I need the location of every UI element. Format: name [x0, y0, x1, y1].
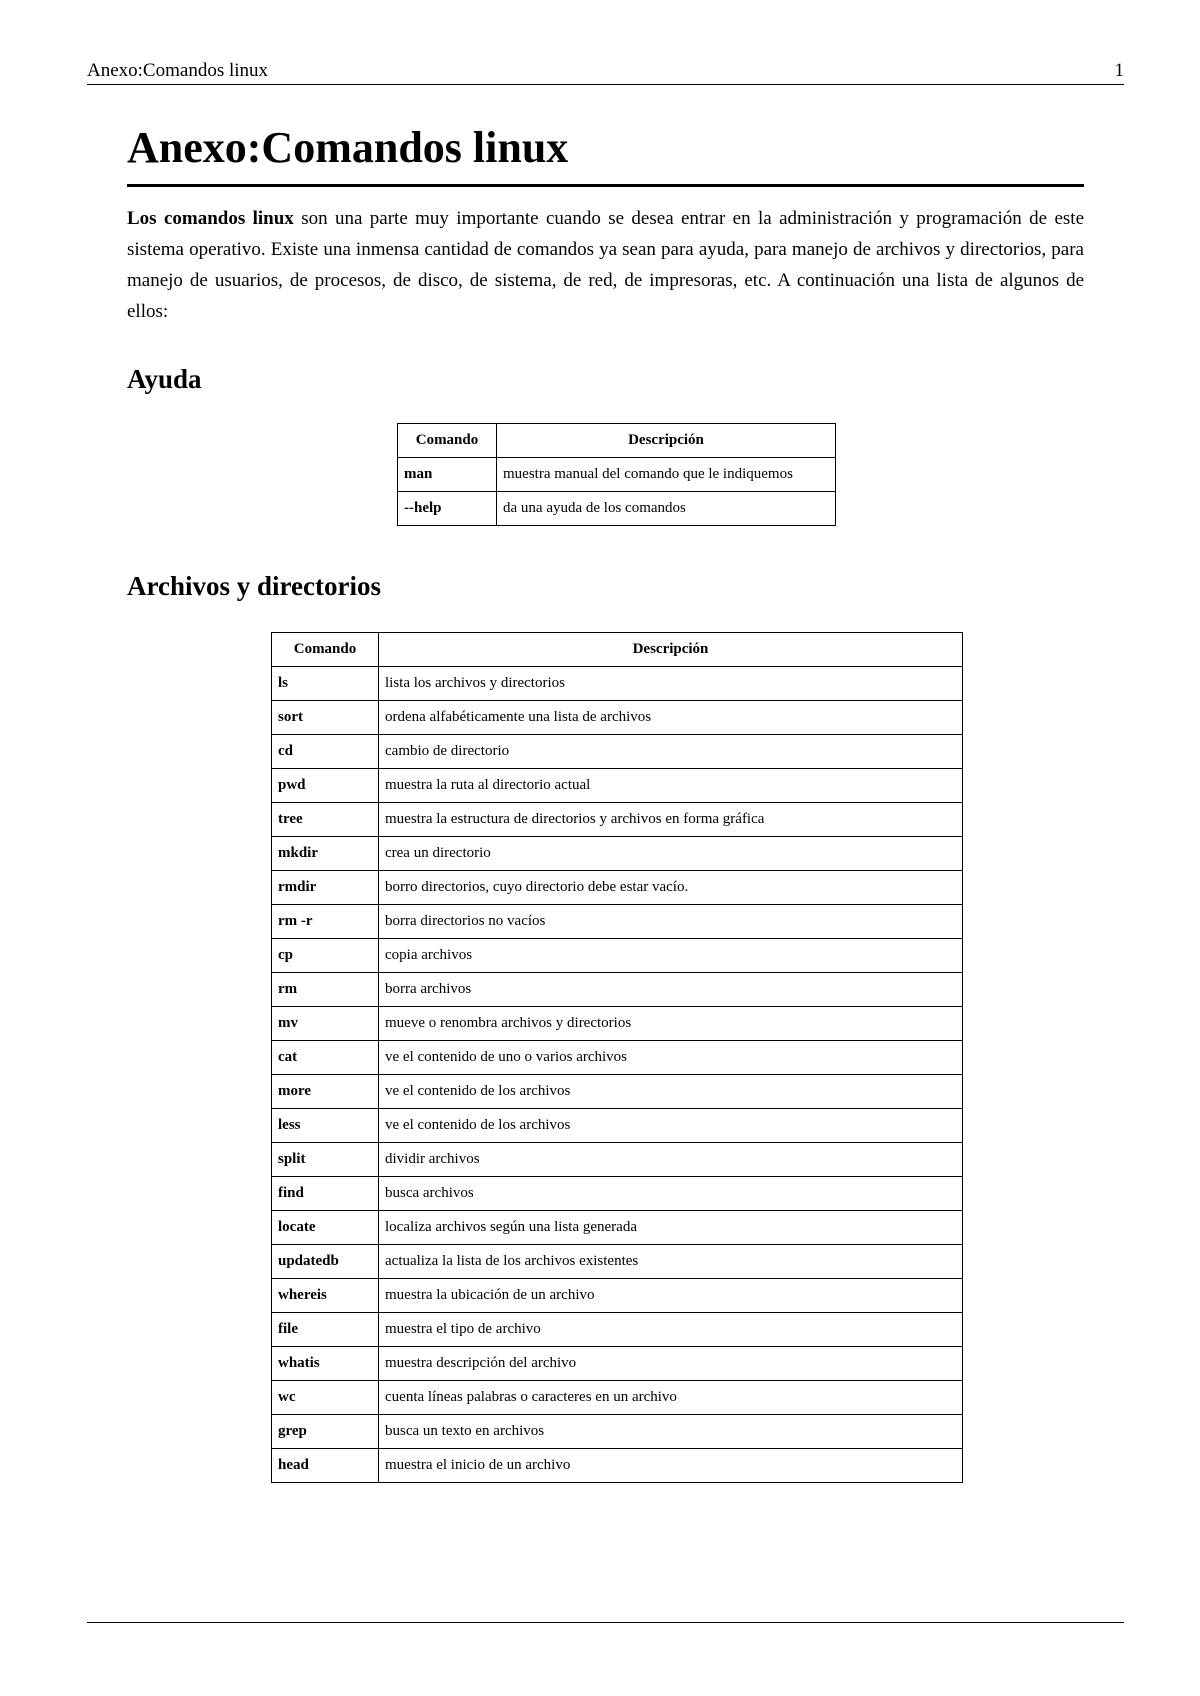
table-row — [272, 1177, 963, 1211]
description-cell: copia archivos — [379, 939, 963, 973]
command-cell: more — [272, 1075, 379, 1109]
table-row — [272, 1415, 963, 1449]
command-cell: cp — [272, 939, 379, 973]
column-header-descripcion: Descripción — [497, 424, 836, 458]
intro-paragraph — [127, 203, 1084, 327]
table-row — [272, 735, 963, 769]
table-body-archivos — [272, 667, 963, 1483]
description-cell: crea un directorio — [379, 837, 963, 871]
command-cell: mkdir — [272, 837, 379, 871]
description-cell: actualiza la lista de los archivos existentes — [379, 1245, 963, 1279]
description-cell: ve el contenido de los archivos — [379, 1109, 963, 1143]
command-cell: head — [272, 1449, 379, 1483]
command-cell: find — [272, 1177, 379, 1211]
description-cell: muestra manual del comando que le indiquemos — [497, 458, 836, 492]
column-header-comando: Comando — [398, 424, 497, 458]
command-cell: mv — [272, 1007, 379, 1041]
intro-bold-term: Los comandos linux — [127, 208, 294, 229]
table-row — [272, 1075, 963, 1109]
table-row — [398, 492, 836, 526]
command-cell: cd — [272, 735, 379, 769]
table-header-row — [272, 633, 963, 667]
table-row — [272, 769, 963, 803]
column-header-comando: Comando — [272, 633, 379, 667]
table-ayuda — [397, 423, 836, 526]
page-number: 1 — [1114, 60, 1124, 81]
description-cell: muestra la ubicación de un archivo — [379, 1279, 963, 1313]
command-cell: rm — [272, 973, 379, 1007]
table-row — [272, 667, 963, 701]
command-cell: updatedb — [272, 1245, 379, 1279]
table-row — [272, 803, 963, 837]
table-row — [272, 973, 963, 1007]
description-cell: muestra la ruta al directorio actual — [379, 769, 963, 803]
table-header-row — [398, 424, 836, 458]
description-cell: ve el contenido de uno o varios archivos — [379, 1041, 963, 1075]
command-cell: split — [272, 1143, 379, 1177]
description-cell: muestra el tipo de archivo — [379, 1313, 963, 1347]
section-heading-archivos: Archivos y directorios — [127, 571, 381, 601]
command-cell: tree — [272, 803, 379, 837]
table-row — [272, 1347, 963, 1381]
description-cell: borra archivos — [379, 973, 963, 1007]
table-row — [272, 1245, 963, 1279]
table-row — [272, 1449, 963, 1483]
command-cell: whereis — [272, 1279, 379, 1313]
description-cell: localiza archivos según una lista generada — [379, 1211, 963, 1245]
description-cell: muestra el inicio de un archivo — [379, 1449, 963, 1483]
description-cell: cuenta líneas palabras o caracteres en un archivo — [379, 1381, 963, 1415]
description-cell: muestra la estructura de directorios y archivos en forma gráfica — [379, 803, 963, 837]
command-cell: file — [272, 1313, 379, 1347]
table-row — [272, 1211, 963, 1245]
table-row — [272, 1313, 963, 1347]
table-row — [272, 701, 963, 735]
command-cell: locate — [272, 1211, 379, 1245]
command-cell: ls — [272, 667, 379, 701]
description-cell: lista los archivos y directorios — [379, 667, 963, 701]
table-row — [272, 1109, 963, 1143]
command-cell: grep — [272, 1415, 379, 1449]
description-cell: mueve o renombra archivos y directorios — [379, 1007, 963, 1041]
command-cell: rmdir — [272, 871, 379, 905]
section-heading-ayuda: Ayuda — [127, 364, 202, 394]
table-row — [272, 1279, 963, 1313]
description-cell: borra directorios no vacíos — [379, 905, 963, 939]
command-cell: cat — [272, 1041, 379, 1075]
table-row — [272, 1041, 963, 1075]
table-body-ayuda — [398, 458, 836, 526]
intro-text: son una parte muy importante cuando se desea entrar en la administración y programación de este sistema operativo. Existe una inmensa cantidad de comandos ya sean para ayuda, para manejo de archivos y directorios, para manejo de usuarios, de procesos, de disco, de sistema, de red, de impresoras, etc. A continuación una lista de algunos de ellos: — [127, 208, 1084, 322]
footer-rule — [87, 1622, 1124, 1623]
column-header-descripcion: Descripción — [379, 633, 963, 667]
description-cell: ve el contenido de los archivos — [379, 1075, 963, 1109]
running-header — [87, 58, 1124, 85]
description-cell: ordena alfabéticamente una lista de archivos — [379, 701, 963, 735]
command-cell: --help — [398, 492, 497, 526]
table-row — [272, 871, 963, 905]
table-row — [272, 1143, 963, 1177]
description-cell: busca archivos — [379, 1177, 963, 1211]
command-cell: whatis — [272, 1347, 379, 1381]
description-cell: dividir archivos — [379, 1143, 963, 1177]
command-cell: man — [398, 458, 497, 492]
page-title: Anexo:Comandos linux — [127, 118, 1084, 187]
table-row — [272, 837, 963, 871]
command-cell: wc — [272, 1381, 379, 1415]
table-row — [272, 905, 963, 939]
running-header-title: Anexo:Comandos linux — [87, 60, 269, 81]
article — [127, 118, 1084, 1483]
description-cell: muestra descripción del archivo — [379, 1347, 963, 1381]
description-cell: borro directorios, cuyo directorio debe estar vacío. — [379, 871, 963, 905]
command-cell: rm -r — [272, 905, 379, 939]
table-row — [398, 458, 836, 492]
command-cell: less — [272, 1109, 379, 1143]
table-row — [272, 939, 963, 973]
table-archivos — [271, 632, 963, 1483]
description-cell: da una ayuda de los comandos — [497, 492, 836, 526]
table-row — [272, 1381, 963, 1415]
command-cell: sort — [272, 701, 379, 735]
description-cell: busca un texto en archivos — [379, 1415, 963, 1449]
command-cell: pwd — [272, 769, 379, 803]
description-cell: cambio de directorio — [379, 735, 963, 769]
table-row — [272, 1007, 963, 1041]
